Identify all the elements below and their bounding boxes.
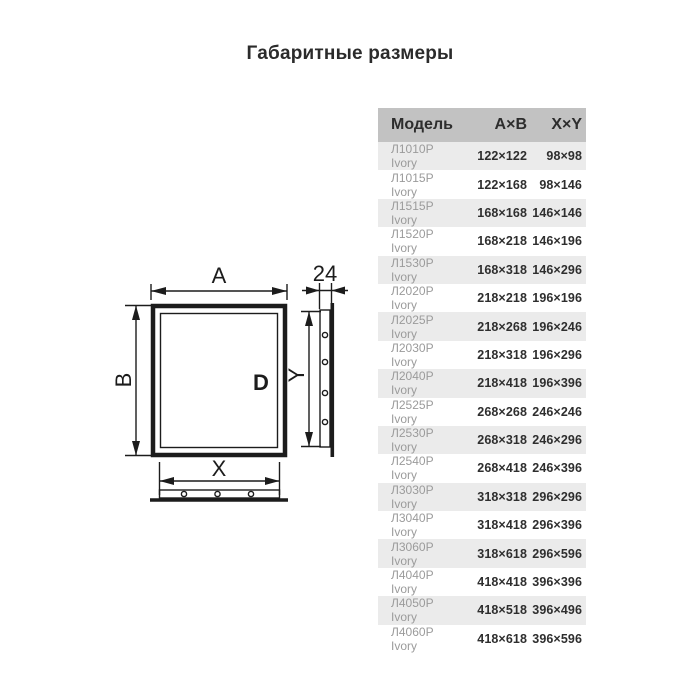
xxy-cell: 246×396 <box>532 461 582 476</box>
xxy-cell: 396×496 <box>532 603 582 618</box>
side-flange-outline <box>320 310 330 447</box>
model-cell: Л2020Р Ivory <box>391 284 434 313</box>
table-row <box>378 369 586 397</box>
table-row <box>378 398 586 426</box>
model-cell: Л2040Р Ivory <box>391 369 434 398</box>
mount-hole-icon <box>322 390 327 395</box>
mount-hole-icon <box>215 491 220 496</box>
axb-cell: 418×518 <box>477 603 527 618</box>
axb-cell: 168×218 <box>477 234 527 249</box>
axb-cell: 168×168 <box>477 205 527 220</box>
xxy-cell: 246×246 <box>532 404 582 419</box>
table-row <box>378 341 586 369</box>
table-row <box>378 625 586 653</box>
xxy-cell: 98×98 <box>546 149 582 164</box>
xxy-cell: 196×196 <box>532 291 582 306</box>
dimension-b <box>111 306 153 456</box>
table-row <box>378 511 586 539</box>
model-cell: Л2530Р Ivory <box>391 426 434 455</box>
axb-cell: 122×122 <box>477 149 527 164</box>
model-cell: Л4060Р Ivory <box>391 624 434 653</box>
dim-depth-label: 24 <box>312 261 338 286</box>
model-cell: Л2525Р Ivory <box>391 397 434 426</box>
dimension-depth <box>302 261 348 309</box>
model-cell: Л1010Р Ivory <box>391 142 434 171</box>
axb-cell: 168×318 <box>477 262 527 277</box>
mount-hole-icon <box>322 359 327 364</box>
mount-hole-icon <box>322 419 327 424</box>
model-cell: Л3030Р Ivory <box>391 482 434 511</box>
dim-a-label: A <box>211 263 227 288</box>
axb-cell: 318×418 <box>477 518 527 533</box>
xxy-cell: 146×296 <box>532 262 582 277</box>
axb-cell: 268×268 <box>477 404 527 419</box>
arrow-left-icon <box>151 287 166 295</box>
xxy-cell: 146×196 <box>532 234 582 249</box>
bottom-view <box>150 490 288 500</box>
table-row <box>378 256 586 284</box>
front-view <box>153 306 285 455</box>
page-title: Габаритные размеры <box>246 43 454 64</box>
table-row <box>378 312 586 340</box>
arrow-left-icon <box>160 477 175 485</box>
axb-cell: 318×318 <box>477 489 527 504</box>
mount-hole-icon <box>181 491 186 496</box>
xxy-cell: 98×146 <box>539 177 582 192</box>
xxy-cell: 246×296 <box>532 433 582 448</box>
arrow-right-icon <box>265 477 280 485</box>
table-row <box>378 170 586 198</box>
arrow-right-icon <box>272 287 287 295</box>
axb-cell: 418×618 <box>477 631 527 646</box>
table-row <box>378 596 586 624</box>
axb-cell: 268×418 <box>477 461 527 476</box>
arrow-down-icon <box>305 432 313 447</box>
table-row <box>378 539 586 567</box>
table-row <box>378 284 586 312</box>
table-row <box>378 199 586 227</box>
xxy-cell: 396×596 <box>532 631 582 646</box>
dim-x-label: X <box>211 456 227 481</box>
axb-cell: 122×168 <box>477 177 527 192</box>
header-model: Модель <box>391 116 453 133</box>
model-cell: Л1015Р Ivory <box>391 170 434 199</box>
dim-b-label: B <box>111 372 136 388</box>
arrow-up-icon <box>305 312 313 327</box>
axb-cell: 218×218 <box>477 291 527 306</box>
arrow-left-icon <box>332 287 346 295</box>
xxy-cell: 296×296 <box>532 489 582 504</box>
dim-y-label: Y <box>284 367 309 383</box>
xxy-cell: 396×396 <box>532 575 582 590</box>
brand-logo: D <box>253 370 269 395</box>
arrow-down-icon <box>132 441 140 456</box>
model-cell: Л4040Р Ivory <box>391 568 434 597</box>
table-header <box>378 108 586 142</box>
table-body <box>378 142 586 653</box>
model-cell: Л4050Р Ivory <box>391 596 434 625</box>
xxy-cell: 196×396 <box>532 376 582 391</box>
axb-cell: 268×318 <box>477 433 527 448</box>
xxy-cell: 296×596 <box>532 546 582 561</box>
axb-cell: 218×418 <box>477 376 527 391</box>
table-row <box>378 142 586 170</box>
xxy-cell: 146×146 <box>532 205 582 220</box>
axb-cell: 318×618 <box>477 546 527 561</box>
axb-cell: 418×418 <box>477 575 527 590</box>
mount-hole-icon <box>248 491 253 496</box>
table-row <box>378 426 586 454</box>
model-cell: Л2030Р Ivory <box>391 340 434 369</box>
model-cell: Л3040Р Ivory <box>391 511 434 540</box>
header-axb: A×B <box>494 116 527 133</box>
dimension-y <box>284 312 321 447</box>
table-row <box>378 227 586 255</box>
dimension-x <box>160 456 280 495</box>
model-cell: Л2025Р Ivory <box>391 312 434 341</box>
arrow-up-icon <box>132 306 140 321</box>
xxy-cell: 196×296 <box>532 347 582 362</box>
axb-cell: 218×268 <box>477 319 527 334</box>
model-cell: Л1515Р Ivory <box>391 198 434 227</box>
mount-hole-icon <box>322 332 327 337</box>
dimensions-drawing <box>100 250 365 510</box>
side-view <box>320 303 332 457</box>
axb-cell: 218×318 <box>477 347 527 362</box>
arrow-right-icon <box>306 287 320 295</box>
header-xxy: X×Y <box>551 116 582 133</box>
model-cell: Л1530Р Ivory <box>391 255 434 284</box>
table-row <box>378 483 586 511</box>
dimension-a <box>151 263 287 300</box>
xxy-cell: 296×396 <box>532 518 582 533</box>
model-cell: Л1520Р Ivory <box>391 227 434 256</box>
dimension-table <box>378 108 586 653</box>
table-row <box>378 568 586 596</box>
table-row <box>378 454 586 482</box>
model-cell: Л2540Р Ivory <box>391 454 434 483</box>
model-cell: Л3060Р Ivory <box>391 539 434 568</box>
xxy-cell: 196×246 <box>532 319 582 334</box>
